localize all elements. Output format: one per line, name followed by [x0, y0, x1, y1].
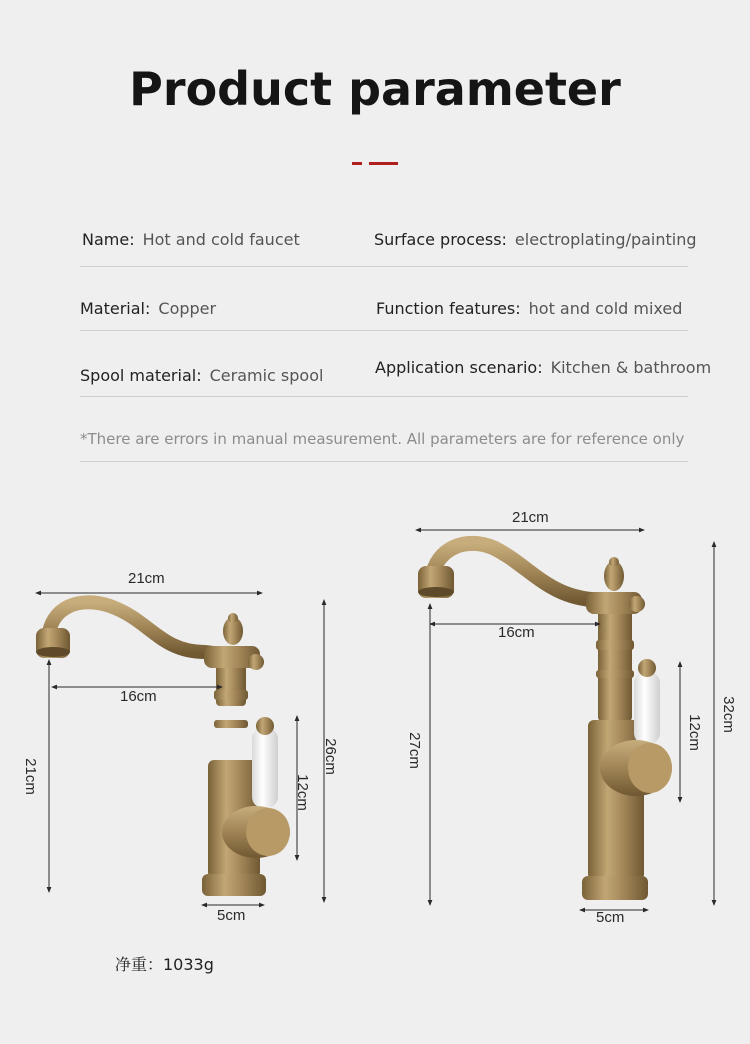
left-total-height-label: 26cm: [321, 738, 339, 775]
param-function-value: hot and cold mixed: [528, 299, 683, 318]
left-base-label: 5cm: [217, 907, 246, 924]
left-spout-width-label: 21cm: [128, 570, 165, 587]
left-faucet: [36, 593, 324, 905]
param-spool-label: Spool material:: [80, 366, 202, 385]
right-reach-label: 16cm: [498, 624, 535, 641]
param-name-label: Name:: [82, 230, 135, 249]
param-material-label: Material:: [80, 299, 151, 318]
param-name-value: Hot and cold faucet: [142, 230, 300, 249]
param-spool-value: Ceramic spool: [209, 366, 324, 385]
left-handle-height-label: 12cm: [293, 774, 311, 811]
right-handle-height-label: 12cm: [685, 714, 703, 751]
measurement-note: *There are errors in manual measurement. All parameters are for reference only: [80, 430, 685, 448]
right-faucet: [418, 530, 714, 910]
right-total-height-label: 32cm: [719, 696, 737, 733]
param-surface-label: Surface process:: [374, 230, 507, 249]
param-scenario-value: Kitchen & bathroom: [550, 358, 712, 377]
left-spout-height-label: 21cm: [21, 758, 39, 795]
left-reach-label: 16cm: [120, 688, 157, 705]
param-surface-value: electroplating/painting: [514, 230, 697, 249]
right-spout-width-label: 21cm: [512, 509, 549, 526]
right-base-label: 5cm: [596, 909, 625, 926]
net-weight: 净重：1033g: [115, 955, 214, 974]
page-title: Product parameter: [129, 62, 621, 116]
param-scenario-label: Application scenario:: [375, 358, 543, 377]
param-material-value: Copper: [158, 299, 217, 318]
right-spout-height-label: 27cm: [405, 732, 423, 769]
param-function-label: Function features:: [376, 299, 521, 318]
